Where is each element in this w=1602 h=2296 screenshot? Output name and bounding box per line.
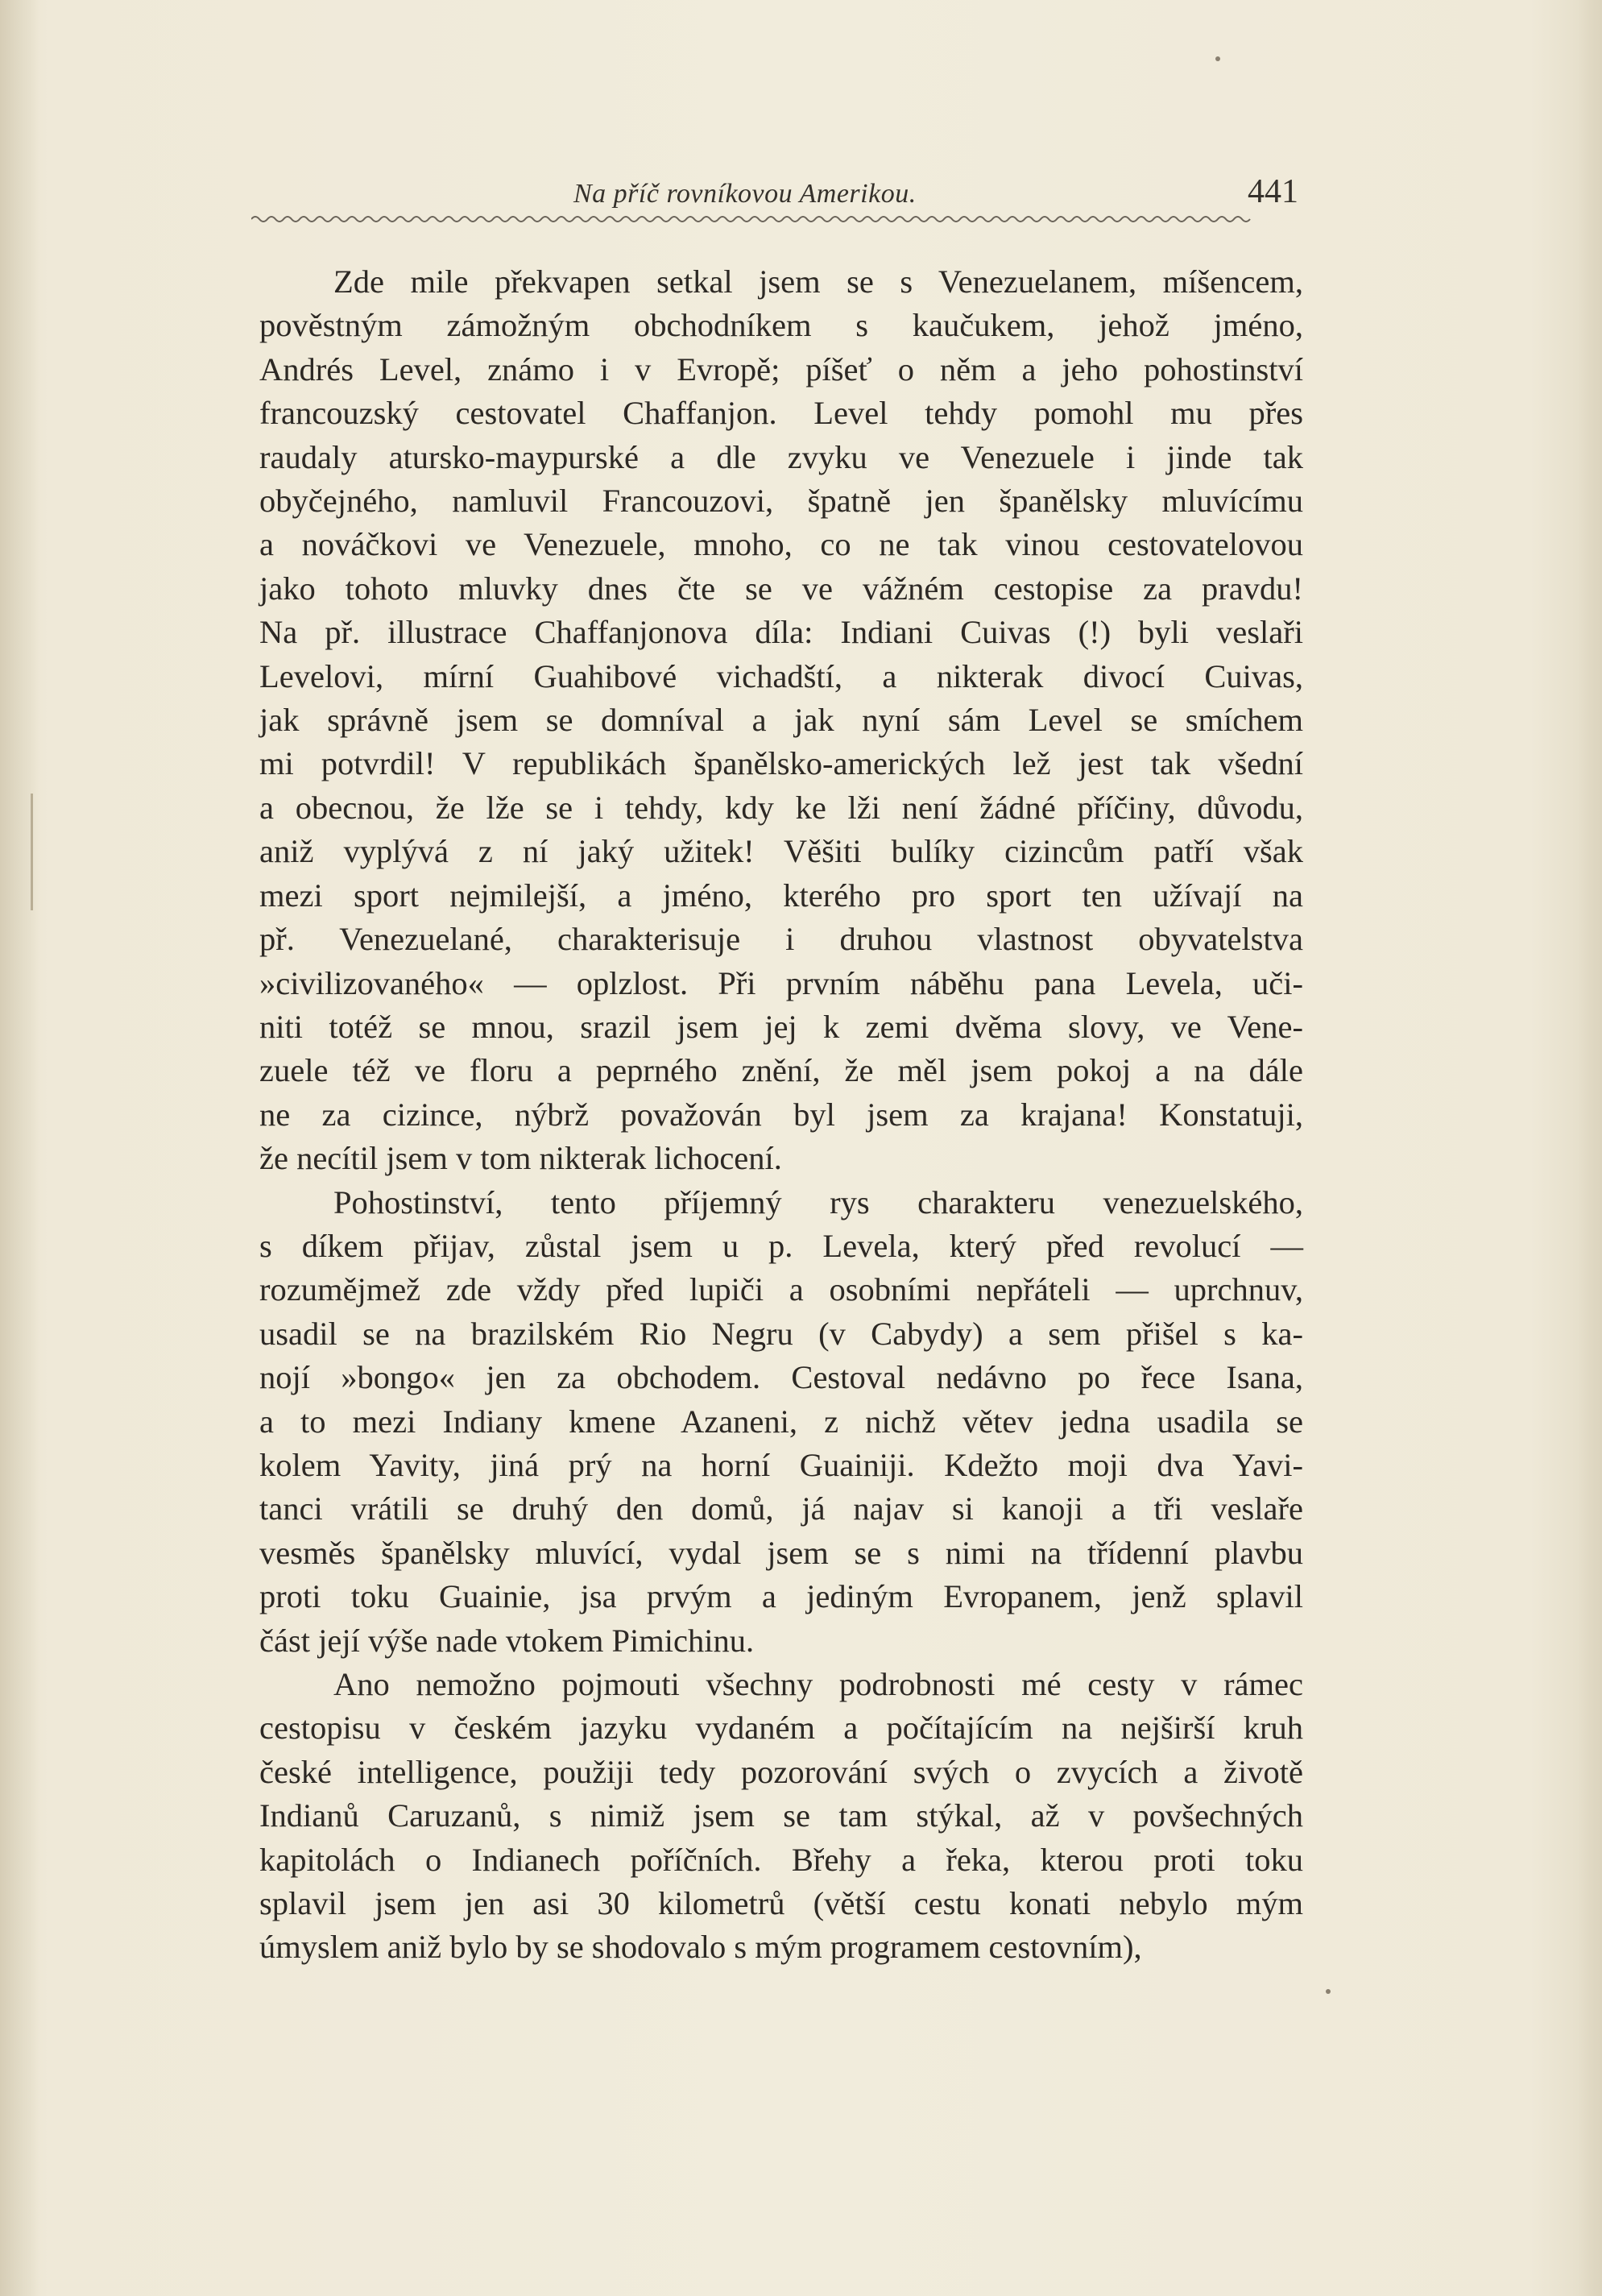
text-line: že necítil jsem v tom nikterak lichocení. xyxy=(259,1140,782,1177)
text-line: část její výše nade vtokem Pimichinu. xyxy=(259,1622,755,1659)
text-line: mi potvrdil! V republikách španělsko-amerických lež jest tak všední xyxy=(259,745,1303,782)
text-line: jako tohoto mluvky dnes čte se ve vážném cestopise za pravdu! xyxy=(259,570,1303,607)
text-line: Levelovi, mírní Guahibové vichadští, a nikterak divocí Cuivas, xyxy=(259,657,1303,694)
text-line: úmyslem aniž bylo by se shodovalo s mým programem cestovním), xyxy=(259,1929,1142,1966)
text-line: zuele též ve floru a peprného znění, že měl jsem pokoj a na dále xyxy=(259,1052,1303,1089)
text-line: rozumějmež zde vždy před lupiči a osobními nepřáteli — uprchnuv, xyxy=(259,1271,1303,1308)
text-line: »civilizovaného« — oplzlost. Při prvním náběhu pana Levela, uči- xyxy=(259,964,1303,1001)
text-line: cestopisu v českém jazyku vydaném a počítajícím na nejširší kruh xyxy=(259,1710,1303,1747)
text-line: raudaly atursko-maypurské a dle zvyku ve Venezuele i jinde tak xyxy=(259,438,1303,475)
text-line: splavil jsem jen asi 30 kilometrů (větší cestu konati nebylo mým xyxy=(259,1885,1303,1922)
edge-mark xyxy=(31,834,33,910)
spine-shadow xyxy=(0,0,39,2296)
text-line: niti totéž se mnou, srazil jsem jej k zemi dvěma slovy, ve Vene- xyxy=(259,1008,1303,1045)
speck xyxy=(1215,56,1220,61)
wavy-rule xyxy=(251,213,1298,222)
text-line: aniž vyplývá z ní jaký užitek! Věšiti bulíky cizincům patří však xyxy=(259,833,1303,870)
page-edge xyxy=(1578,0,1602,2296)
text-line: jak správně jsem se domníval a jak nyní sám Level se smíchem xyxy=(259,702,1303,739)
text-line: s díkem přijav, zůstal jsem u p. Levela, který před revolucí — xyxy=(259,1227,1303,1264)
text-line: francouzský cestovatel Chaffanjon. Level tehdy pomohl mu přes xyxy=(259,395,1303,432)
text-line: Pohostinství, tento příjemný rys charakteru venezuelského, xyxy=(333,1183,1303,1221)
text-line: české intelligence, použiji tedy pozorování svých o zvycích a životě xyxy=(259,1753,1303,1790)
text-line: př. Venezuelané, charakterisuje i druhou vlastnost obyvatelstva xyxy=(259,921,1303,958)
running-title: Na příč rovníkovou Amerikou. xyxy=(573,179,917,209)
text-line: kapitolách o Indianech poříčních. Břehy a řeka, kterou proti toku xyxy=(259,1841,1303,1878)
text-line: usadil se na brazilském Rio Negru (v Cabydy) a sem přišel s ka- xyxy=(259,1315,1303,1352)
text-line: obyčejného, namluvil Francouzovi, špatně jen španělsky mluvícímu xyxy=(259,483,1303,520)
text-line: pověstným zámožným obchodníkem s kaučukem, jehož jméno, xyxy=(259,307,1303,344)
text-line: mezi sport nejmilejší, a jméno, kterého pro sport ten užívají na xyxy=(259,877,1303,914)
body-text xyxy=(259,260,1303,1970)
text-line: proti toku Guainie, jsa prvým a jediným Evropanem, jenž splavil xyxy=(259,1578,1303,1615)
text-line: ne za cizince, nýbrž považován byl jsem za krajana! Konstatuji, xyxy=(259,1096,1303,1133)
text-line: Andrés Level, známo i v Evropě; píšeť o něm a jeho pohostinství xyxy=(259,350,1303,388)
text-line: Na př. illustrace Chaffanjonova díla: Indiani Cuivas (!) byli veslaři xyxy=(259,614,1303,651)
paragraph xyxy=(259,260,1303,1181)
text-line: a to mezi Indiany kmene Azaneni, z nichž větev jedna usadila se xyxy=(259,1403,1303,1440)
text-line: nojí »bongo« jen za obchodem. Cestoval nedávno po řece Isana, xyxy=(259,1359,1303,1396)
paragraph xyxy=(259,1181,1303,1663)
text-line: vesměs španělsky mluvící, vydal jsem se s nimi na třídenní plavbu xyxy=(259,1534,1303,1571)
text-line: Ano nemožno pojmouti všechny podrobnosti mé cesty v rámec xyxy=(333,1666,1303,1702)
text-line: a nováčkovi ve Venezuele, mnoho, co ne tak vinou cestovatelovou xyxy=(259,526,1303,563)
text-line: kolem Yavity, jiná prý na horní Guainiji. Kdežto moji dva Yavi- xyxy=(259,1446,1303,1483)
text-line: tanci vrátili se druhý den domů, já najav si kanoji a tři veslaře xyxy=(259,1490,1303,1527)
text-line: a obecnou, že lže se i tehdy, kdy ke lži není žádné příčiny, důvodu, xyxy=(259,789,1303,826)
paragraph xyxy=(259,1663,1303,1970)
page-number: 441 xyxy=(1248,173,1298,210)
text-line: Indianů Caruzanů, s nimiž jsem se tam stýkal, až v povšechných xyxy=(259,1797,1303,1834)
speck xyxy=(1326,1989,1331,1994)
text-line: Zde mile překvapen setkal jsem se s Venezuelanem, míšencem, xyxy=(333,263,1303,300)
